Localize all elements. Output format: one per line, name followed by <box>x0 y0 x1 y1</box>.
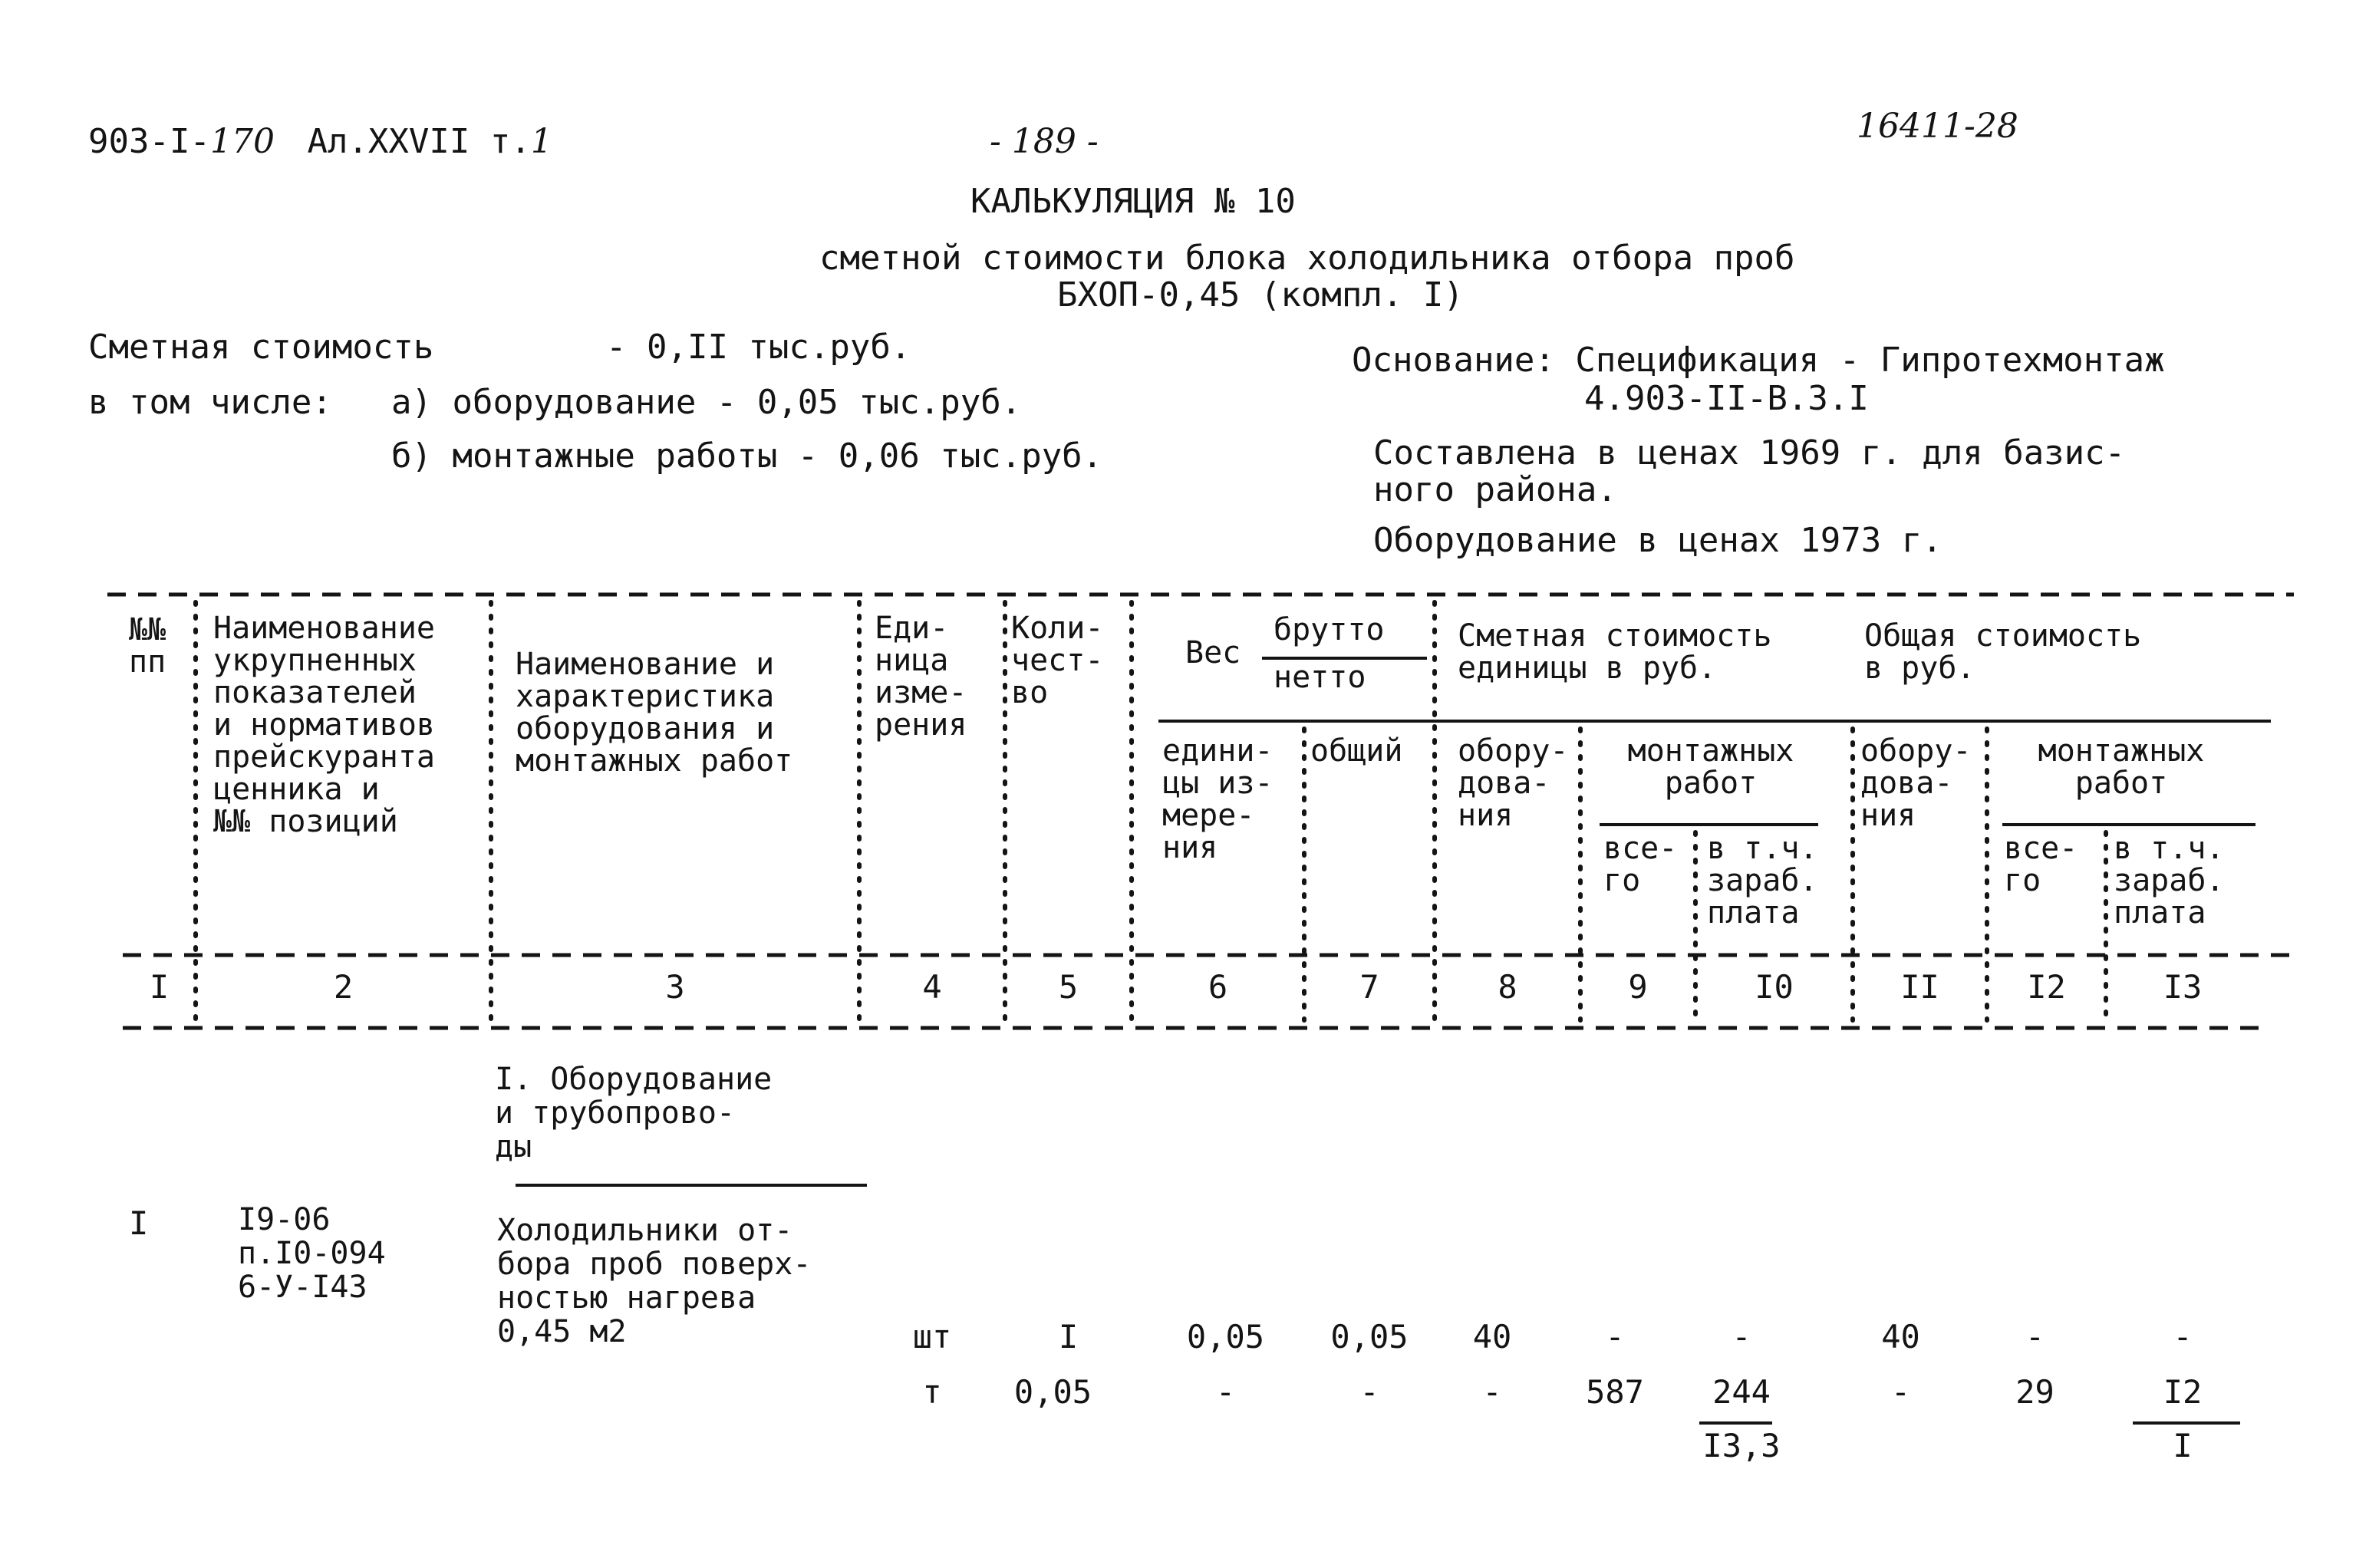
including-label: в том числе: <box>88 383 332 422</box>
header-unit-install-wages: в т.ч. зараб. плата <box>1707 831 1818 931</box>
header-total-installation: монтажных работ <box>2038 733 2205 801</box>
row-install-sum: - <box>2025 1318 2045 1356</box>
row2-install-sum: 29 <box>2015 1373 2054 1411</box>
header-weight-total: общий <box>1310 733 1403 769</box>
col-number-4: 4 <box>922 968 942 1006</box>
col-number-3: 3 <box>665 968 685 1006</box>
row2-install-wages-sum-fraction: I <box>2173 1427 2193 1464</box>
row-equipment-cost: 40 <box>1472 1318 1512 1356</box>
equipment-cost: а) оборудование - 0,05 тыс.руб. <box>391 383 1022 422</box>
header-weight: Вес <box>1185 635 1241 670</box>
document-subtitle: сметной стоимости блока холодильника отбора проб <box>819 239 1795 278</box>
header-quantity: Коли- чест- во <box>1011 611 1104 710</box>
document-title: КАЛЬКУЛЯЦИЯ № 10 <box>970 182 1296 221</box>
row2-weight-unit: - <box>1215 1373 1236 1411</box>
header-unit-install-total: все- го <box>1603 831 1678 898</box>
row2-equipment-cost: - <box>1482 1373 1502 1411</box>
basis-spec-code: 4.903-II-В.3.I <box>1584 379 1869 418</box>
album-number: Ал.XXVII т. <box>307 122 531 161</box>
row2-weight-total: - <box>1359 1373 1379 1411</box>
row-weight-total: 0,05 <box>1330 1318 1409 1356</box>
row-install-total: - <box>1605 1318 1625 1356</box>
doc-code-handwritten: 170 <box>209 122 275 161</box>
row-unit: шт <box>912 1318 952 1356</box>
header-unit-cost: Сметная стоимость единицы в руб. <box>1458 618 1772 686</box>
header-total-equipment: обору- дова- ния <box>1860 733 1972 833</box>
album-handwritten: 1 <box>530 122 552 161</box>
row-number: I <box>129 1204 149 1242</box>
item-name: Холодильники от- бора проб поверх- ностью нагрева 0,45 м2 <box>497 1213 812 1349</box>
row-quantity: I <box>1058 1318 1079 1356</box>
header-total-install-total: все- го <box>2004 831 2078 898</box>
col-number-1: I <box>149 968 170 1006</box>
doc-code: 903-I- <box>88 122 210 161</box>
header-total-install-wages: в т.ч. зараб. плата <box>2114 831 2225 931</box>
row2-equipment-sum: - <box>1890 1373 1911 1411</box>
col-number-13: I3 <box>2163 968 2203 1006</box>
header-weight-net: нетто <box>1274 660 1366 695</box>
row2-install-wages-sum: I2 <box>2163 1373 2203 1411</box>
price-basis: Составлена в ценах 1969 г. для базис- <box>1373 433 2126 473</box>
header-row-number: №№ пп <box>129 612 166 680</box>
col-number-12: I2 <box>2027 968 2066 1006</box>
equipment-price-year: Оборудование в ценах 1973 г. <box>1373 521 1942 560</box>
row2-install-wages-fraction: I3,3 <box>1702 1427 1781 1464</box>
basis-line: Основание: Спецификация - Гипротехмонтаж <box>1352 341 2165 380</box>
header-item-name: Наименование и характеристика оборудования и монтажных работ <box>516 647 793 779</box>
row-install-wages-sum: - <box>2173 1318 2193 1356</box>
price-basis-cont: ного района. <box>1373 470 1617 509</box>
page-number: - 189 - <box>990 122 1099 161</box>
row2-install-wages: 244 <box>1712 1373 1771 1411</box>
cost-value: - 0,II тыс.руб. <box>606 328 911 367</box>
row2-unit: т <box>922 1373 942 1411</box>
cost-label: Сметная стоимость <box>88 328 434 367</box>
inventory-number: 16411-28 <box>1857 107 2018 146</box>
header-total-cost: Общая стоимость в руб. <box>1864 618 2142 686</box>
norm-reference: I9-06 п.I0-094 6-У-I43 <box>238 1202 386 1305</box>
header-unit-equipment: обору- дова- ния <box>1458 733 1569 833</box>
row2-install-total: 587 <box>1586 1373 1644 1411</box>
row-equipment-sum: 40 <box>1881 1318 1920 1356</box>
col-number-10: I0 <box>1755 968 1794 1006</box>
col-number-2: 2 <box>333 968 354 1006</box>
installation-cost: б) монтажные работы - 0,06 тыс.руб. <box>391 436 1103 476</box>
row-install-wages: - <box>1732 1318 1751 1356</box>
header-norm-reference: Наименование укрупненных показателей и нормативов прейскуранта ценника и №№ позиций <box>213 611 435 839</box>
col-number-9: 9 <box>1628 968 1648 1006</box>
row-weight-unit: 0,05 <box>1186 1318 1265 1356</box>
col-number-11: II <box>1900 968 1939 1006</box>
col-number-6: 6 <box>1208 968 1228 1006</box>
header-weight-gross: брутто <box>1274 612 1385 647</box>
row2-quantity: 0,05 <box>1013 1373 1092 1411</box>
header-weight-per-unit: едини- цы из- мере- ния <box>1162 733 1274 865</box>
col-number-7: 7 <box>1359 968 1379 1006</box>
document-subtitle-item: БХОП-0,45 (компл. I) <box>1057 275 1464 315</box>
col-number-8: 8 <box>1498 968 1517 1006</box>
header-unit-installation: монтажных работ <box>1627 733 1794 801</box>
col-number-5: 5 <box>1058 968 1079 1006</box>
section-title: I. Оборудование и трубопрово- ды <box>495 1062 773 1164</box>
header-unit: Еди- ница изме- рения <box>875 611 967 743</box>
